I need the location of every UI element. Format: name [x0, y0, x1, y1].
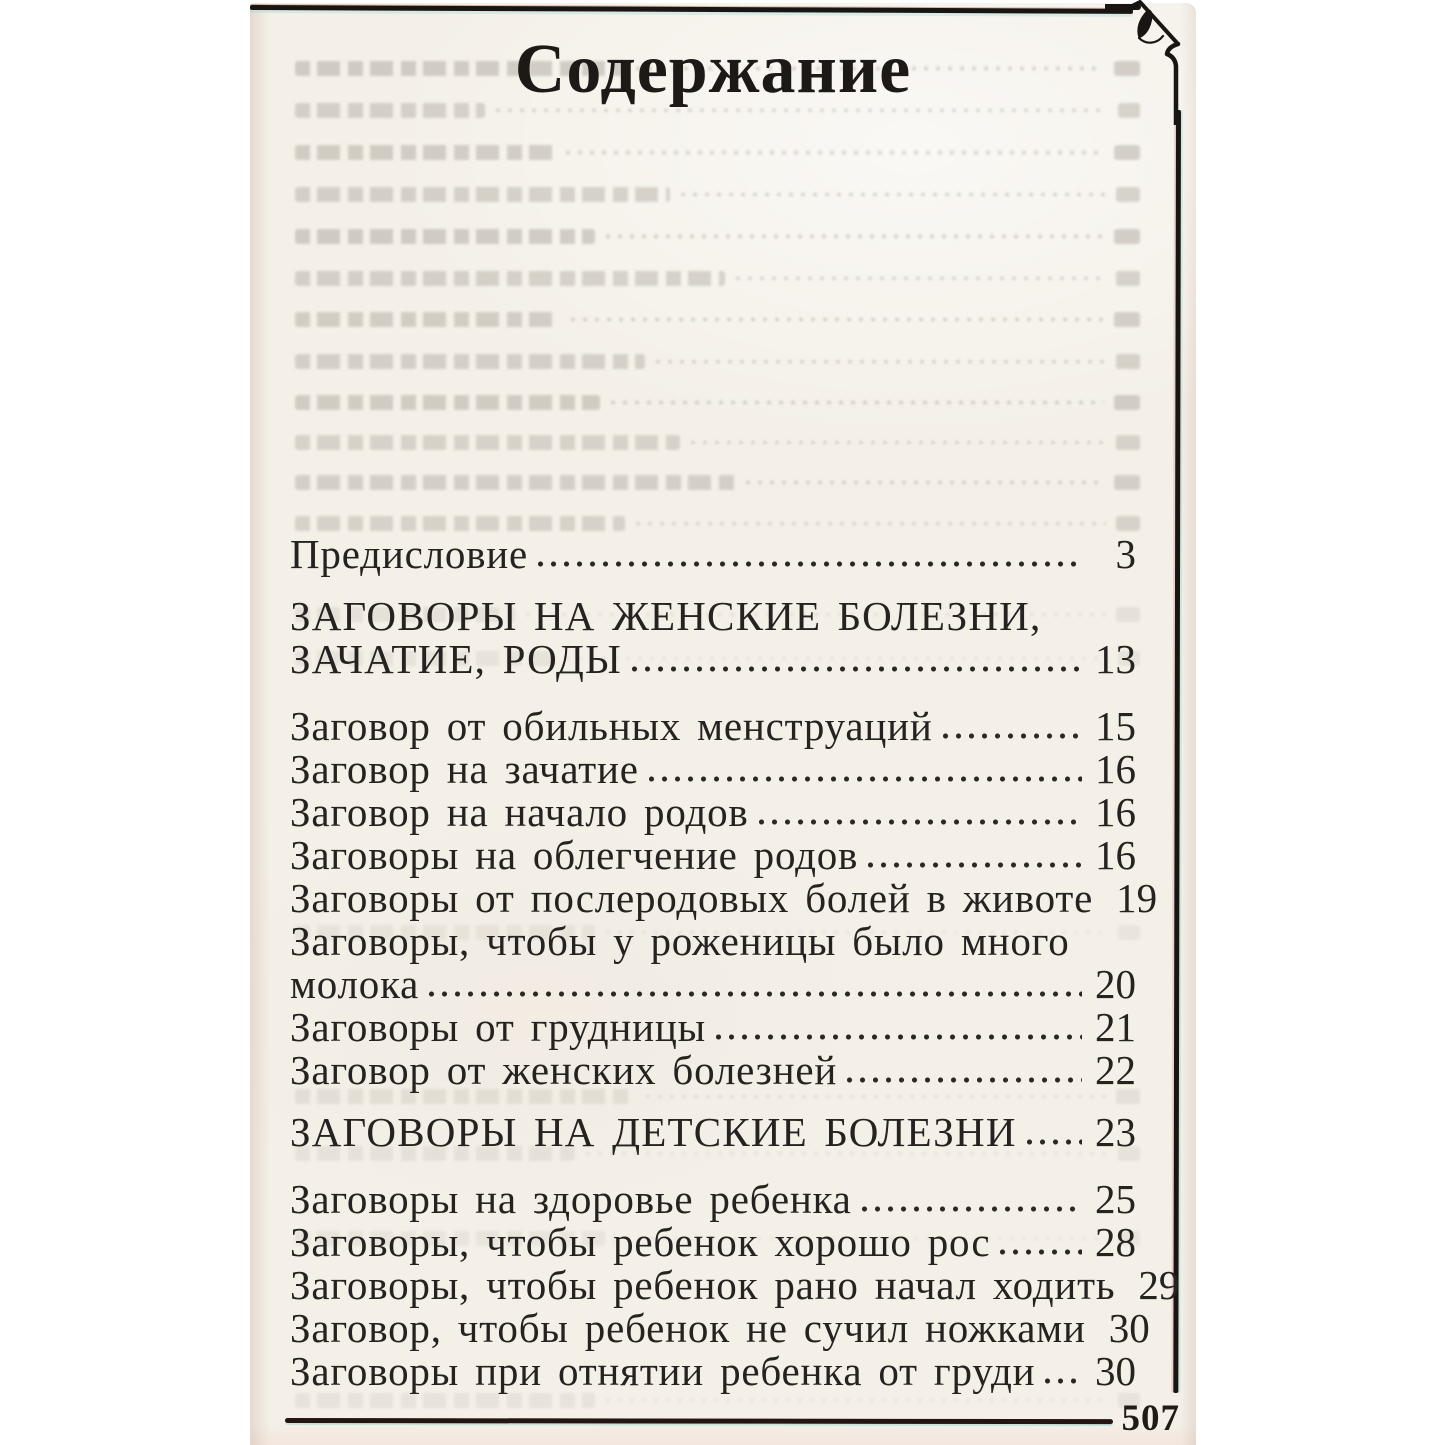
- bleedthrough-dots: [565, 150, 1104, 155]
- bleedthrough-words: [295, 145, 555, 160]
- bleedthrough-words: [295, 271, 725, 286]
- bleedthrough-words: [295, 312, 560, 327]
- toc-line: [290, 1111, 1136, 1154]
- toc-page-number: 29: [1138, 1262, 1180, 1308]
- toc-leader-dots: [868, 862, 1082, 868]
- toc-entry-label: Заговор от обильных менструаций: [290, 703, 933, 749]
- toc-line: [290, 834, 1136, 877]
- toc-line: [290, 963, 1136, 1006]
- toc-entry-label: Заговоры на облегчение родов: [290, 832, 859, 878]
- bleedthrough-dots: [605, 1398, 1108, 1403]
- toc-leader-dots: [759, 819, 1082, 825]
- toc-line: [290, 1049, 1136, 1092]
- toc-line: [290, 638, 1136, 681]
- toc-leader-dots: [1045, 1378, 1082, 1384]
- toc-entry-label: молока: [290, 961, 420, 1007]
- bleedthrough-words: [295, 435, 680, 450]
- toc-page-number: 25: [1095, 1176, 1136, 1222]
- bleedthrough-number: [1114, 312, 1140, 327]
- bleedthrough-line: [295, 268, 1140, 288]
- toc-line: [290, 791, 1136, 834]
- toc-entry-label: Заговоры, чтобы у роженицы было много: [290, 918, 1070, 964]
- toc-line: [290, 1221, 1136, 1264]
- toc-leader-dots: [1027, 1139, 1082, 1145]
- bleedthrough-number: [1116, 435, 1140, 450]
- table-of-contents: [290, 531, 1180, 1394]
- bleedthrough-dots: [735, 276, 1106, 281]
- toc-page-number: 13: [1095, 636, 1136, 682]
- toc-page-number: 28: [1095, 1219, 1136, 1265]
- bleedthrough-dots: [745, 480, 1104, 485]
- bleedthrough-number: [1114, 475, 1140, 490]
- bleedthrough-number: [1114, 145, 1140, 160]
- bleedthrough-line: [295, 472, 1140, 492]
- toc-leader-dots: [538, 561, 1082, 567]
- toc-line: [290, 705, 1136, 748]
- bleedthrough-words: [295, 475, 735, 490]
- toc-page-number: 16: [1095, 789, 1136, 835]
- bleedthrough-line: [295, 351, 1140, 371]
- bleedthrough-words: [295, 229, 595, 244]
- toc-entry-label: Заговор от женских болезней: [290, 1047, 838, 1093]
- toc-line: [290, 533, 1136, 576]
- toc-entry-label: Предисловие: [290, 531, 529, 577]
- bleedthrough-line: [295, 184, 1140, 204]
- toc-page-number: 30: [1095, 1348, 1136, 1394]
- bleedthrough-line: [295, 432, 1140, 452]
- toc-entry-label: Заговоры от грудницы: [290, 1004, 706, 1050]
- toc-entry-label: Заговоры от послеродовых болей в животе: [290, 875, 1094, 921]
- page-title: Содержание: [514, 31, 912, 108]
- bleedthrough-words: [295, 187, 670, 202]
- toc-leader-dots: [632, 666, 1082, 672]
- toc-entry-label: Заговоры на здоровье ребенка: [290, 1176, 852, 1222]
- toc-page-number: 20: [1095, 961, 1136, 1007]
- toc-page-number: 15: [1095, 703, 1136, 749]
- bleedthrough-dots: [680, 192, 1106, 197]
- toc-entry-label: Заговоры, чтобы ребенок рано начал ходить: [290, 1262, 1116, 1308]
- bleedthrough-words: [295, 516, 625, 531]
- toc-page-number: 19: [1116, 875, 1158, 921]
- bleedthrough-number: [1116, 271, 1140, 286]
- toc-page-number: 30: [1108, 1305, 1150, 1351]
- toc-leader-dots: [716, 1034, 1082, 1040]
- toc-line: [290, 1350, 1136, 1393]
- bleedthrough-number: [1116, 516, 1140, 531]
- bleedthrough-dots: [570, 317, 1104, 322]
- bleedthrough-line: [295, 309, 1140, 329]
- toc-page-number: 16: [1095, 832, 1136, 878]
- toc-leader-dots: [1000, 1249, 1082, 1255]
- toc-page-number: 21: [1095, 1004, 1136, 1050]
- toc-entry-label: Заговор, чтобы ребенок не сучил ножками: [290, 1305, 1086, 1351]
- bleedthrough-dots: [495, 108, 1108, 113]
- toc-entry-label: ЗАГОВОРЫ НА ЖЕНСКИЕ БОЛЕЗНИ,: [290, 593, 1042, 639]
- toc-line: [290, 875, 1158, 921]
- toc-entry-label: Заговор на зачатие: [290, 746, 639, 792]
- bleedthrough-words: [295, 1393, 595, 1408]
- toc-entry-label: Заговоры, чтобы ребенок хорошо рос: [290, 1219, 991, 1265]
- toc-entry-label: ЗАЧАТИЕ, РОДЫ: [290, 636, 622, 682]
- toc-entry-label: Заговор на начало родов: [290, 789, 749, 835]
- toc-page-number: 3: [1115, 531, 1136, 577]
- toc-line: [290, 1262, 1180, 1308]
- bleedthrough-words: [295, 354, 645, 369]
- toc-leader-dots: [649, 776, 1082, 782]
- toc-leader-dots: [429, 991, 1082, 997]
- toc-page-number: 22: [1095, 1047, 1136, 1093]
- bleedthrough-dots: [655, 359, 1106, 364]
- bleedthrough-dots: [635, 521, 1106, 526]
- bleedthrough-line: [295, 226, 1140, 246]
- toc-line: [290, 1178, 1136, 1221]
- toc-line: [290, 595, 1136, 638]
- bleedthrough-number: [1114, 229, 1140, 244]
- toc-leader-dots: [847, 1077, 1082, 1083]
- toc-page-number: 23: [1095, 1109, 1136, 1155]
- bleedthrough-line: [295, 392, 1140, 412]
- bleedthrough-line: [295, 513, 1140, 533]
- toc-entry-label: ЗАГОВОРЫ НА ДЕТСКИЕ БОЛЕЗНИ: [290, 1109, 1017, 1155]
- toc-page-number: 16: [1095, 746, 1136, 792]
- bleedthrough-dots: [610, 400, 1104, 405]
- toc-leader-dots: [943, 733, 1082, 739]
- page-number-folio: 507: [1121, 1398, 1180, 1439]
- bleedthrough-number: [1116, 187, 1140, 202]
- bleedthrough-words: [295, 395, 600, 410]
- toc-line: [290, 920, 1136, 963]
- bleedthrough-dots: [690, 440, 1106, 445]
- toc-line: [290, 1006, 1136, 1049]
- toc-entry-label: Заговоры при отнятии ребенка от груди: [290, 1348, 1036, 1394]
- bleedthrough-line: [295, 142, 1140, 162]
- bleedthrough-dots: [605, 234, 1104, 239]
- toc-leader-dots: [862, 1206, 1082, 1212]
- toc-line: [290, 1305, 1150, 1351]
- bleedthrough-number: [1114, 395, 1140, 410]
- bleedthrough-number: [1116, 354, 1140, 369]
- toc-line: [290, 748, 1136, 791]
